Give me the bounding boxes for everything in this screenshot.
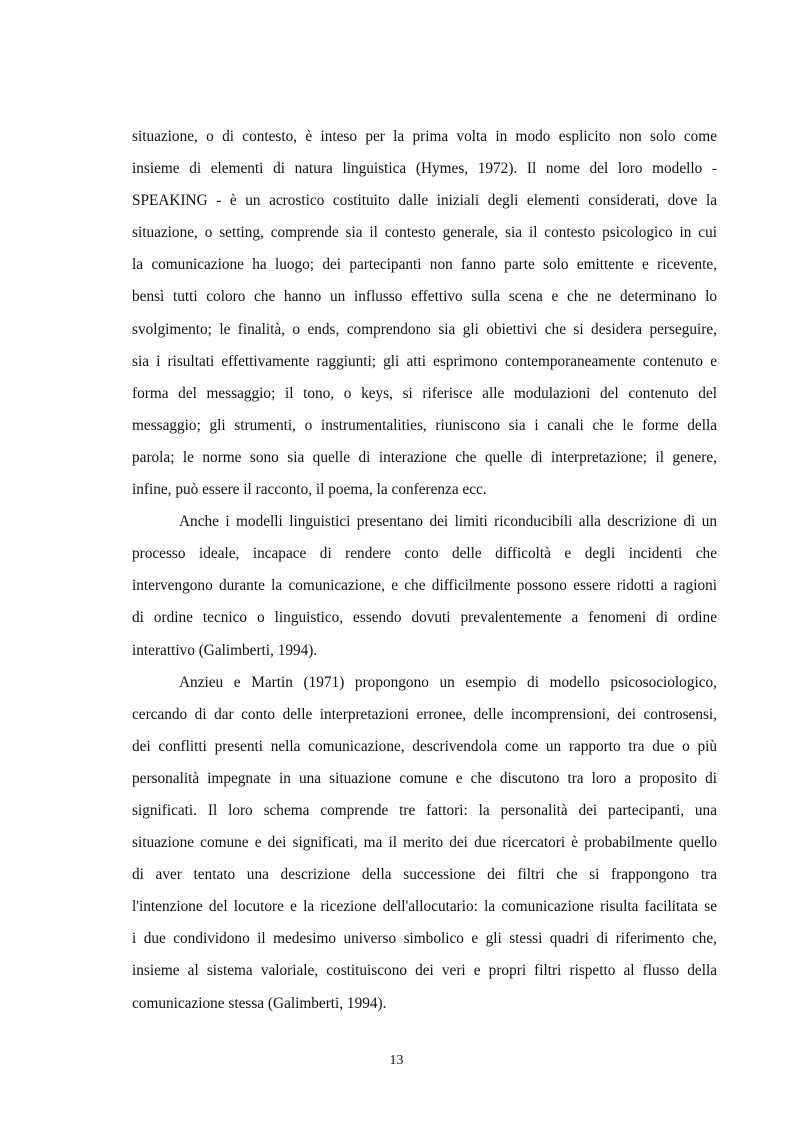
text-line: comunicazione stessa (Galimberti, 1994). [132,994,387,1012]
text-line: situazione, o di contesto, è inteso per la prima volta in modo esplicito non solo come [132,128,717,145]
text-line: svolgimento; le finalità, o ends, comprendono sia gli obiettivi che si desidera perseguire, [132,320,717,338]
text-line: cercando di dar conto delle interpretazioni erronee, delle incomprensioni, dei controsensi, [132,705,717,723]
text-line: insieme al sistema valoriale, costituiscono dei veri e propri filtri rispetto al flusso della [132,962,717,980]
page-number: 13 [389,1053,404,1068]
text-line: dei conflitti presenti nella comunicazione, descrivendola come un rapporto tra due o più [132,737,717,755]
text-line: situazione comune e dei significati, ma il merito dei due ricercatori è probabilmente quello [132,834,717,852]
text-line: la comunicazione ha luogo; dei partecipanti non fanno parte solo emittente e ricevente, [132,256,717,274]
text-line: personalità impegnate in una situazione comune e che discutono tra loro a proposito di [132,769,717,787]
text-line: situazione, o setting, comprende sia il contesto generale, sia il contesto psicologico in cui [132,224,717,242]
text-line: SPEAKING - è un acrostico costituito dalle iniziali degli elementi considerati, dove la [132,192,717,210]
text-line: parola; le norme sono sia quelle di interazione che quelle di interpretazione; il genere, [132,448,717,466]
text-line: interattivo (Galimberti, 1994). [132,641,318,659]
text-line: di aver tentato una descrizione della successione dei filtri che si frappongono tra [132,866,717,884]
text-line: i due condividono il medesimo universo simbolico e gli stessi quadri di riferimento che, [132,930,717,948]
text-line: Anzieu e Martin (1971) propongono un esempio di modello psicosociologico, [179,673,717,691]
text-line: insieme di elementi di natura linguistica (Hymes, 1972). Il nome del loro modello - [132,160,717,178]
text-line: di ordine tecnico o linguistico, essendo dovuti prevalentemente a fenomeni di ordine [132,609,717,627]
text-line: l'intenzione del locutore e la ricezione dell'allocutario: la comunicazione risulta facilitata se [132,898,717,916]
text-line: forma del messaggio; il tono, o keys, si riferisce alle modulazioni del contenuto del [132,384,717,402]
text-line: bensì tutti coloro che hanno un influsso effettivo sulla scena e che ne determinano lo [132,288,717,306]
text-line: significati. Il loro schema comprende tre fattori: la personalità dei partecipanti, una [132,801,717,819]
text-line: Anche i modelli linguistici presentano dei limiti riconducibili alla descrizione di un [179,513,717,531]
text-line: intervengono durante la comunicazione, e che difficilmente possono essere ridotti a ragioni [132,577,717,595]
body-text [132,121,717,1020]
text-line: processo ideale, incapace di rendere conto delle difficoltà e degli incidenti che [132,545,717,563]
text-line: infine, può essere il racconto, il poema, la conferenza ecc. [132,481,487,499]
text-line: messaggio; gli strumenti, o instrumentalities, riuniscono sia i canali che le forme della [132,416,717,434]
text-line: sia i risultati effettivamente raggiunti; gli atti esprimono contemporaneamente contenuto e [132,352,717,370]
